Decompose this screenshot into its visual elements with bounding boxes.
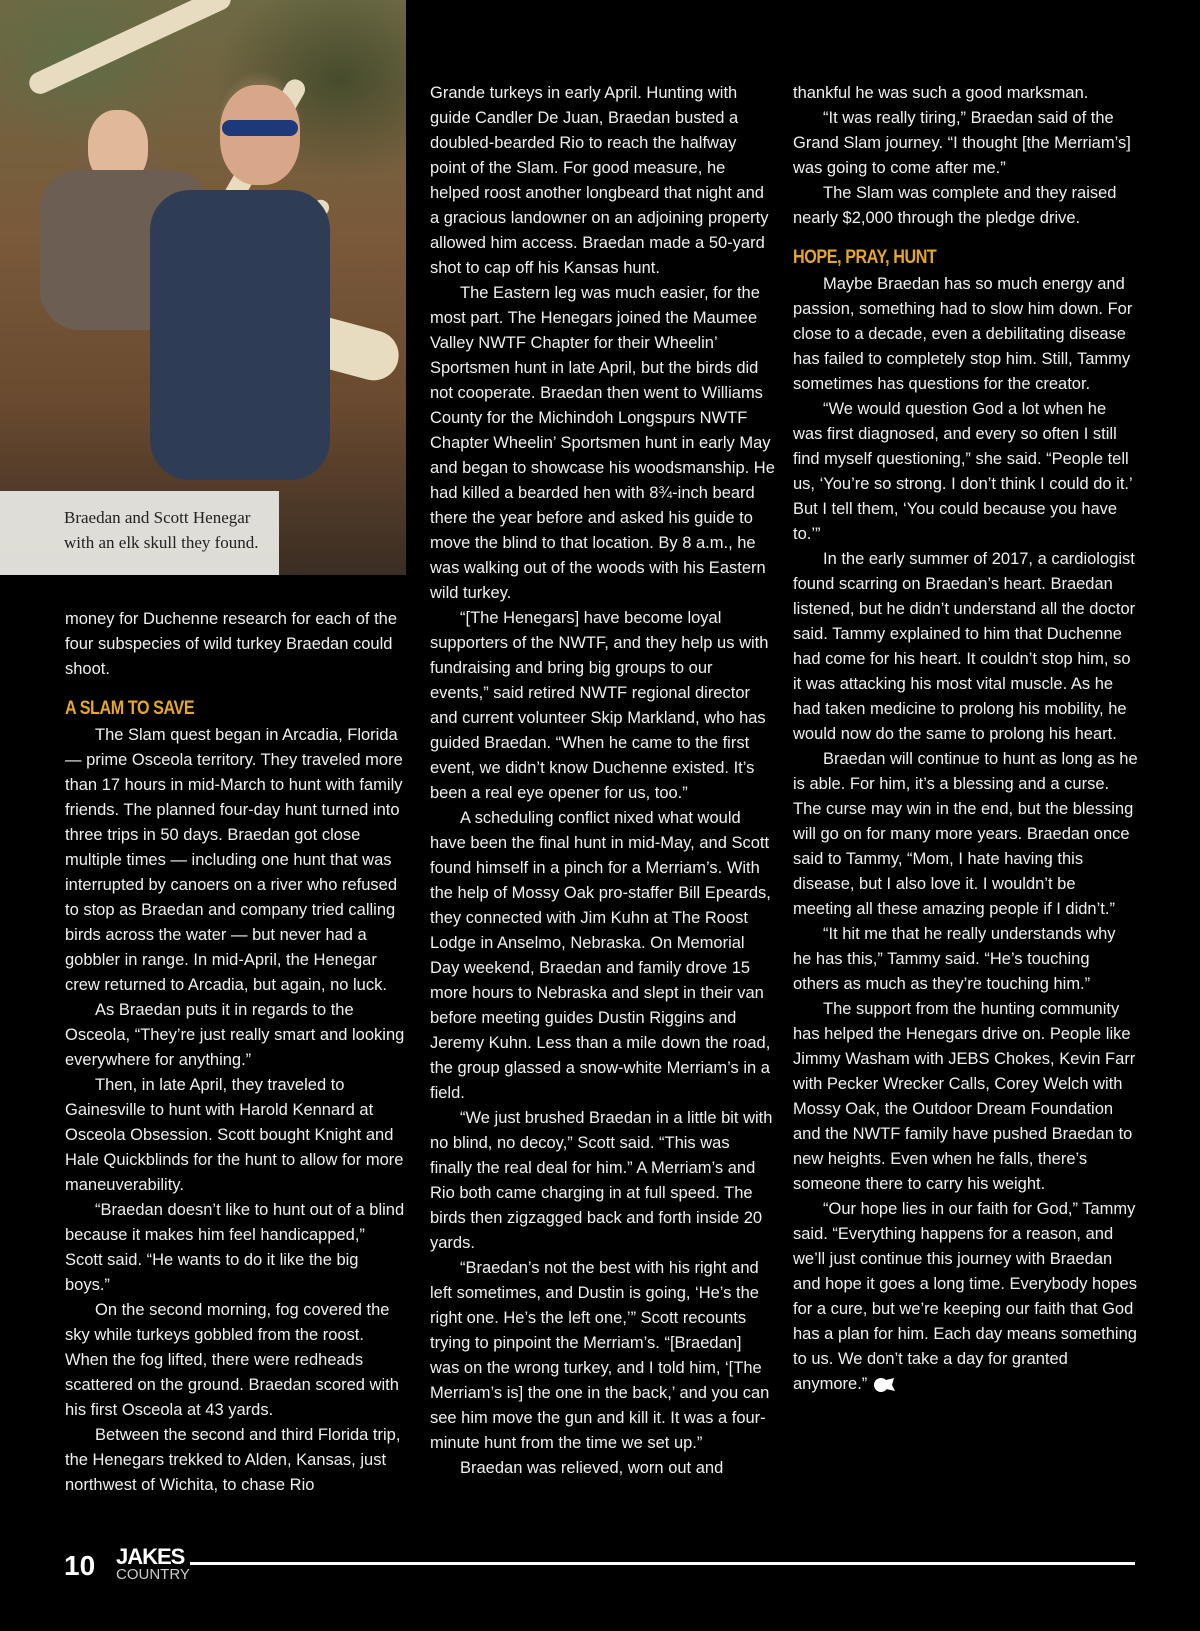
- paragraph: “Braedan doesn’t like to hunt out of a blind because it makes him feel handicapped,” Scott said. “He wants to do it like the big boys.”: [65, 1201, 405, 1294]
- logo-bottom: COUNTRY: [116, 1566, 190, 1583]
- paragraph: The Slam quest began in Arcadia, Florida — prime Osceola territory. They traveled more than 17 hours in mid-March to hunt with family friends. The planned four-day hunt turned into three trips in 50 days. Braedan got close multiple times — including one hunt that was interrupted by canoers on a river who refused to stop as Braedan and company tried calling birds across the water — but never had a gobbler in range. In mid-April, the Henegar crew returned to Arcadia, but again, no luck.: [65, 726, 403, 994]
- column-3: [793, 81, 1138, 1397]
- magazine-logo: [116, 1544, 190, 1584]
- paragraph: The Eastern leg was much easier, for the most part. The Henegars joined the Maumee Valley NWTF Chapter for their Wheelin’ Sportsmen hunt in late April, but the birds did not cooperate. Braedan then went to Williams County for the Michindoh Longspurs NWTF Chapter Wheelin’ Sportsmen hunt in early May and began to showcase his woodsmanship. He had killed a bearded hen with 8¾-inch beard there the year before and asked his guide to move the blind to that location. By 8 a.m., he was walking out of the woods with his Eastern wild turkey.: [430, 284, 775, 602]
- paragraph: The support from the hunting community has helped the Henegars drive on. People like Jimmy Washam with JEBS Chokes, Kevin Farr with Pecker Wrecker Calls, Corey Welch with Mossy Oak, the Outdoor Dream Foundation and the NWTF family have pushed Braedan to new heights. Even when he falls, there’s someone there to carry his weight.: [793, 1000, 1136, 1193]
- paragraph: The Slam was complete and they raised nearly $2,000 through the pledge drive.: [793, 184, 1117, 227]
- adult-body: [150, 190, 330, 480]
- photo-caption: [0, 491, 279, 575]
- paragraph: [793, 1197, 1138, 1397]
- column-1: [65, 607, 405, 1498]
- paragraph: As Braedan puts it in regards to the Osceola, “They’re just really smart and looking everywhere for anything.”: [65, 1001, 405, 1069]
- paragraph: money for Duchenne research for each of the four subspecies of wild turkey Braedan could shoot.: [65, 610, 398, 678]
- caption-line: with an elk skull they found.: [64, 533, 259, 552]
- subheading: HOPE, PRAY, HUNT: [793, 247, 937, 268]
- paragraph: A scheduling conflict nixed what would have been the final hunt in mid-May, and Scott found himself in a pinch for a Merriam’s. With the help of Mossy Oak pro-staffer Bill Epeards, they connected with Jim Kuhn at The Roost Lodge in Anselmo, Nebraska. On Memorial Day weekend, Braedan and family drove 15 more hours to Nebraska and slept in their van before meeting guides Dustin Riggins and Jeremy Kuhn. Less than a mile down the road, the group glassed a snow-white Merriam’s in a field.: [430, 809, 771, 1102]
- paragraph: Braedan will continue to hunt as long as he is able. For him, it’s a blessing and a curse. The curse may win in the end, but the blessing will go on for many more years. Braedan once said to Tammy, “Mom, I hate having this disease, but I also love it. I wouldn’t be meeting all these amazing people if I didn’t.”: [793, 750, 1138, 918]
- paragraph-text: “Our hope lies in our faith for God,” Tammy said. “Everything happens for a reason, and we’ll just continue this journey with Braedan and hope it goes a long time. Everybody hopes for a cure, but we’re keeping our faith that God has a plan for him. Each day means something to us. We don’t take a day for granted anymore.”: [793, 1200, 1137, 1393]
- sunglasses: [222, 120, 298, 136]
- paragraph: “[The Henegars] have become loyal supporters of the NWTF, and they help us with fundraising and bring big groups to our events,” said retired NWTF regional director and current volunteer Skip Markland, who has guided Braedan. “When he came to the first event, we didn’t know Duchenne existed. It’s been a real eye opener for us, too.”: [430, 609, 769, 802]
- antler-shape: [26, 0, 235, 97]
- page-number: 10: [64, 1550, 96, 1581]
- paragraph: “It was really tiring,” Braedan said of the Grand Slam journey. “I thought [the Merriam’s] was going to come after me.”: [793, 109, 1131, 177]
- paragraph: Between the second and third Florida trip, the Henegars trekked to Alden, Kansas, just northwest of Wichita, to chase Rio: [65, 1426, 401, 1494]
- paragraph: “It hit me that he really understands why he has this,” Tammy said. “He’s touching others as much as they’re touching him.”: [793, 925, 1116, 993]
- paragraph: thankful he was such a good marksman.: [793, 84, 1089, 102]
- paragraph: Maybe Braedan has so much energy and passion, something had to slow him down. For close to a decade, even a debilitating disease has failed to completely stop him. Still, Tammy sometimes has questions for the creator.: [793, 275, 1133, 393]
- paragraph: Braedan was relieved, worn out and: [460, 1459, 724, 1477]
- footer-rule: [190, 1562, 1135, 1565]
- logo-top: JAKES: [116, 1544, 185, 1569]
- paragraph: “Braedan’s not the best with his right and left sometimes, and Dustin is going, ‘He’s the right one. He’s the left one,’” Scott recounts trying to pinpoint the Merriam’s. “[Braedan] was on the wrong turkey, and I told him, ‘[The Merriam’s is] the one in the back,’ and you can see him move the gun and kill it. It was a four-minute hunt from the time we set up.”: [430, 1259, 770, 1452]
- paragraph: On the second morning, fog covered the sky while turkeys gobbled from the roost. When the fog lifted, there were redheads scattered on the ground. Braedan scored with his first Osceola at 43 yards.: [65, 1301, 399, 1419]
- turkey-end-icon: [872, 1377, 896, 1393]
- caption-line: Braedan and Scott Henegar: [64, 508, 251, 527]
- column-2: [430, 81, 775, 1481]
- paragraph: Grande turkeys in early April. Hunting with guide Candler De Juan, Braedan busted a doubled-bearded Rio to reach the halfway point of the Slam. For good measure, he helped roost another longbeard that night and a gracious landowner on an adjoining property allowed him access. Braedan made a 50-yard shot to cap off his Kansas hunt.: [430, 84, 769, 277]
- paragraph: “We would question God a lot when he was first diagnosed, and every so often I still find myself questioning,” she said. “People tell us, ‘You’re so strong. I don’t think I could do it.’ But I tell them, ‘You could because you have to.’”: [793, 400, 1133, 543]
- paragraph: “We just brushed Braedan in a little bit with no blind, no decoy,” Scott said. “This was finally the real deal for him.” A Merriam’s and Rio both came charging in at full speed. The birds then zigzagged back and forth inside 20 yards.: [430, 1109, 773, 1252]
- article-photo: [0, 0, 406, 575]
- paragraph: Then, in late April, they traveled to Gainesville to hunt with Harold Kennard at Osceola Obsession. Scott bought Knight and Hale Quickblinds for the hunt to allow for more maneuverability.: [65, 1076, 404, 1194]
- paragraph: In the early summer of 2017, a cardiologist found scarring on Braedan’s heart. Braedan listened, but he didn’t understand all the doctor said. Tammy explained to him that Duchenne had come for his heart. It couldn’t stop him, so it was attacking his most vital muscle. As he had taken medicine to prolong his mobility, he would now do the same to prolong his heart.: [793, 550, 1136, 743]
- subheading: A SLAM TO SAVE: [65, 698, 195, 719]
